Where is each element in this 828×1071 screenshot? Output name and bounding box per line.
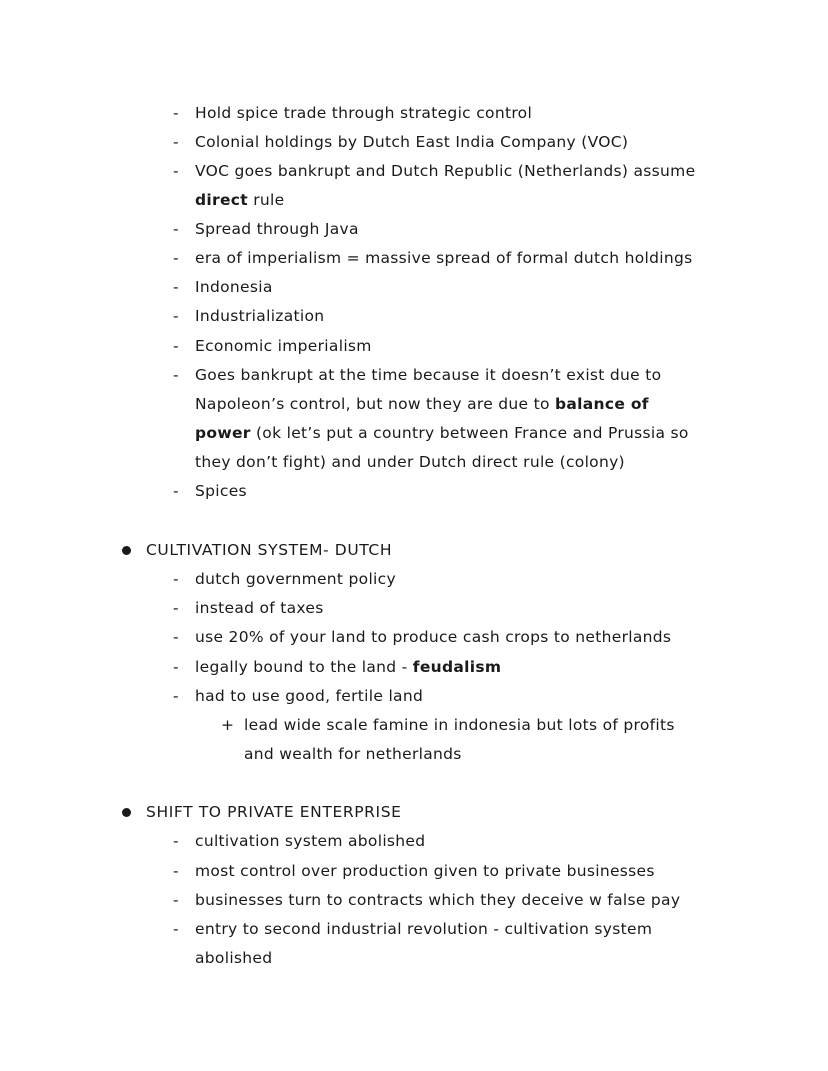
list-item-continuation: Napoleon’s control, but now they are due to balance of — [195, 395, 649, 413]
list-item-continuation: abolished — [195, 949, 273, 967]
dash-marker: - — [173, 687, 179, 705]
list-item: most control over production given to private businesses — [195, 862, 655, 880]
list-item: VOC goes bankrupt and Dutch Republic (Netherlands) assume — [195, 162, 696, 180]
sub-list-item: lead wide scale famine in indonesia but lots of profits — [244, 716, 675, 734]
bullet-icon — [122, 546, 131, 555]
sub-list-item-continuation: and wealth for netherlands — [244, 745, 462, 763]
bold-term: balance of — [555, 395, 649, 413]
dash-marker: - — [173, 104, 179, 122]
list-item: legally bound to the land - feudalism — [195, 658, 502, 676]
dash-marker: - — [173, 832, 179, 850]
bold-term: direct — [195, 191, 248, 209]
list-item: instead of taxes — [195, 599, 324, 617]
list-item-continuation: direct rule — [195, 191, 285, 209]
list-item: use 20% of your land to produce cash crops to netherlands — [195, 628, 672, 646]
list-item: Hold spice trade through strategic control — [195, 104, 533, 122]
list-item: era of imperialism = massive spread of formal dutch holdings — [195, 249, 693, 267]
dash-marker: - — [173, 658, 179, 676]
dash-marker: - — [173, 133, 179, 151]
list-item: Industrialization — [195, 307, 325, 325]
dash-marker: - — [173, 920, 179, 938]
dash-marker: - — [173, 307, 179, 325]
dash-marker: - — [173, 628, 179, 646]
list-item: entry to second industrial revolution - cultivation system — [195, 920, 653, 938]
list-item: Indonesia — [195, 278, 273, 296]
dash-marker: - — [173, 482, 179, 500]
dash-marker: - — [173, 366, 179, 384]
dash-marker: - — [173, 337, 179, 355]
list-item-continuation: power (ok let’s put a country between France and Prussia so — [195, 424, 689, 442]
list-item: Economic imperialism — [195, 337, 372, 355]
list-item: Spices — [195, 482, 247, 500]
bold-term: feudalism — [412, 658, 502, 676]
list-item: had to use good, fertile land — [195, 687, 424, 705]
dash-marker: - — [173, 891, 179, 909]
dash-marker: - — [173, 249, 179, 267]
dash-marker: - — [173, 220, 179, 238]
dash-marker: - — [173, 862, 179, 880]
dash-marker: - — [173, 599, 179, 617]
list-item: businesses turn to contracts which they deceive w false pay — [195, 891, 681, 909]
dash-marker: - — [173, 570, 179, 588]
list-item: Spread through Java — [195, 220, 359, 238]
list-item: cultivation system abolished — [195, 832, 426, 850]
section-heading: CULTIVATION SYSTEM- DUTCH — [146, 541, 393, 559]
list-item: Goes bankrupt at the time because it doesn’t exist due to — [195, 366, 662, 384]
dash-marker: - — [173, 278, 179, 296]
list-item-continuation: they don’t fight) and under Dutch direct rule (colony) — [195, 453, 625, 471]
section-heading: SHIFT TO PRIVATE ENTERPRISE — [146, 803, 402, 821]
list-item: Colonial holdings by Dutch East India Company (VOC) — [195, 133, 629, 151]
bold-term: power — [195, 424, 251, 442]
list-item: dutch government policy — [195, 570, 396, 588]
bullet-icon — [122, 808, 131, 817]
dash-marker: - — [173, 162, 179, 180]
plus-marker: + — [221, 716, 234, 734]
